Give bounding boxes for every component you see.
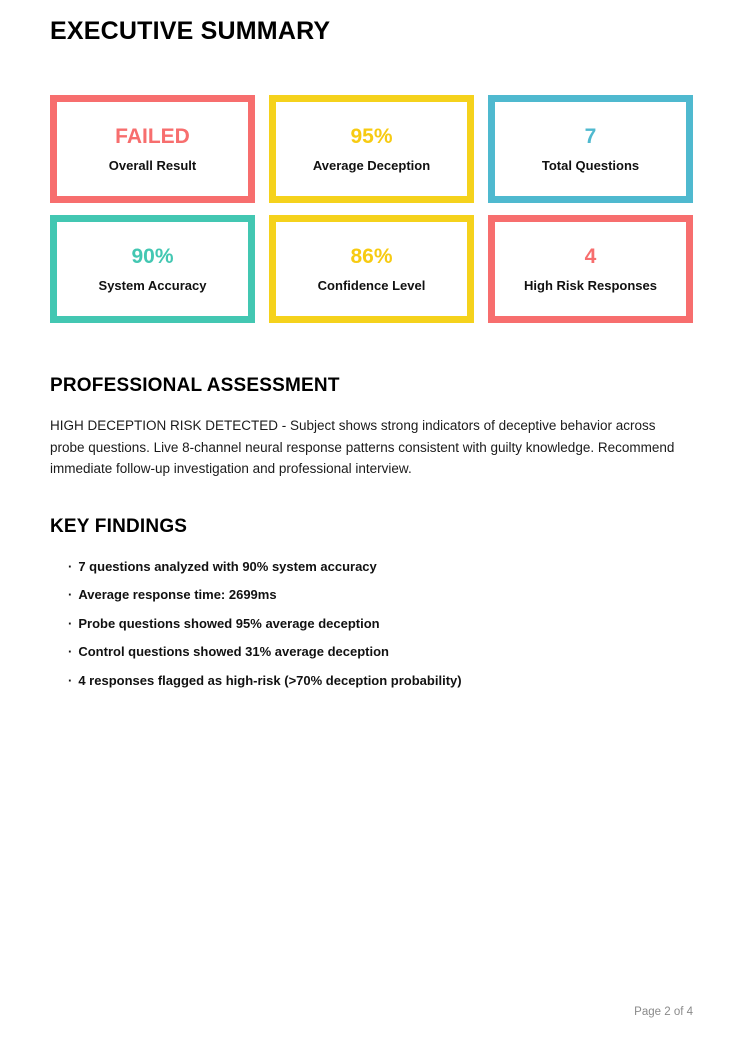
- assessment-section-heading: PROFESSIONAL ASSESSMENT: [50, 375, 340, 396]
- stat-value: 95%: [350, 125, 393, 148]
- page-title: EXECUTIVE SUMMARY: [50, 17, 331, 45]
- findings-section-heading: KEY FINDINGS: [50, 515, 188, 537]
- stat-card-confidence-level: [269, 215, 474, 323]
- stat-label: Total Questions: [541, 158, 640, 173]
- finding-item: [68, 617, 693, 630]
- stat-card-high-risk-responses: [488, 215, 693, 323]
- findings-list: [50, 560, 693, 687]
- finding-item: [68, 560, 693, 573]
- stat-value: 90%: [131, 245, 174, 268]
- stat-value: 86%: [350, 245, 393, 268]
- finding-item: [68, 674, 693, 687]
- finding-text: Control questions showed 31% average deception: [78, 644, 389, 659]
- summary-stats-grid: [50, 95, 693, 323]
- stat-card-system-accuracy: [50, 215, 255, 323]
- bullet-icon: ·: [68, 672, 73, 688]
- page-number: Page 2 of 4: [634, 1006, 693, 1018]
- finding-item: [68, 645, 693, 658]
- stat-value: 4: [584, 245, 597, 268]
- assessment-body-text: HIGH DECEPTION RISK DETECTED - Subject shows strong indicators of deceptive behavior across probe questions. Live 8-channel neural response patterns consistent with guilty knowledge. Recommend immediate follow-up investigation and professional interview.: [50, 418, 675, 476]
- stat-value: 7: [584, 125, 597, 148]
- stat-label: Confidence Level: [317, 278, 426, 293]
- stat-label: Average Deception: [312, 158, 431, 173]
- stat-card-overall-result: [50, 95, 255, 203]
- finding-item: [68, 588, 693, 601]
- stat-value: FAILED: [115, 125, 190, 148]
- finding-text: 7 questions analyzed with 90% system accuracy: [78, 558, 377, 574]
- finding-text: Probe questions showed 95% average deception: [78, 615, 380, 631]
- finding-text: Average response time: 2699ms: [78, 587, 277, 602]
- stat-label: System Accuracy: [98, 278, 207, 293]
- bullet-icon: ·: [68, 615, 73, 631]
- bullet-icon: ·: [68, 587, 73, 602]
- bullet-icon: ·: [68, 644, 73, 659]
- stat-label: Overall Result: [108, 158, 197, 173]
- stat-label: High Risk Responses: [524, 278, 657, 293]
- finding-text: 4 responses flagged as high-risk (>70% deception probability): [78, 672, 462, 688]
- bullet-icon: ·: [68, 558, 73, 574]
- stat-card-average-deception: [269, 95, 474, 203]
- stat-card-total-questions: [488, 95, 693, 203]
